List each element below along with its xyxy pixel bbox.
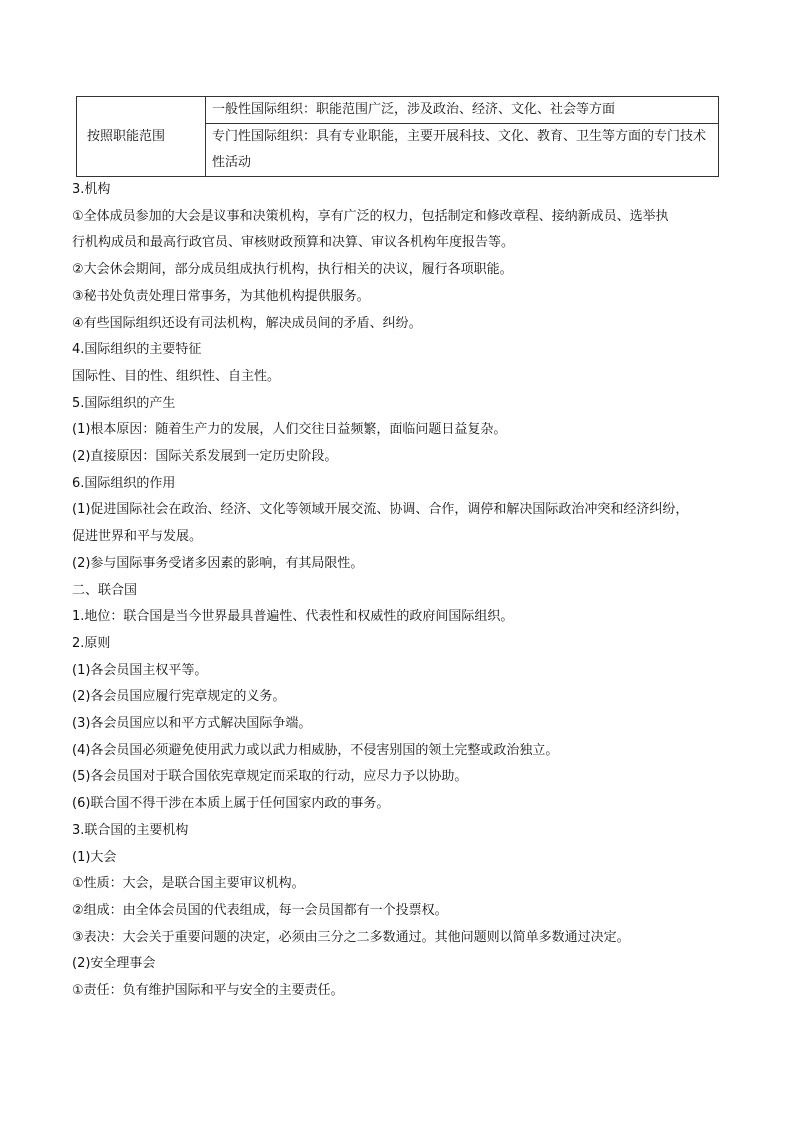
table-cell-special: 专门性国际组织：具有专业职能，主要开展科技、文化、教育、卫生等方面的专门技术性活动 [206, 124, 719, 177]
text-line: 二、联合国 [72, 582, 138, 598]
text-line: (1)根本原因：随着生产力的发展，人们交往日益频繁，面临问题日益复杂。 [72, 422, 507, 438]
text-line: (5)各会员国对于联合国依宪章规定而采取的行动，应尽力予以协助。 [72, 769, 468, 785]
text-line: 国际性、目的性、组织性、自主性。 [72, 368, 281, 384]
text-line: ③秘书处负责处理日常事务，为其他机构提供服务。 [72, 288, 370, 304]
body-text [72, 177, 718, 1005]
text-line: 2.原则 [72, 635, 111, 651]
document-page [72, 96, 718, 1005]
text-line: (4)各会员国必须避免使用武力或以武力相威胁，不侵害别国的领土完整或政治独立。 [72, 742, 559, 758]
text-line: (1)各会员国主权平等。 [72, 662, 208, 678]
text-line: (2)各会员国应履行宪章规定的义务。 [72, 689, 286, 705]
table-category-cell: 按照职能范围 [77, 97, 206, 177]
text-line: 促进世界和平与发展。 [72, 529, 203, 545]
text-line: 3.联合国的主要机构 [72, 822, 189, 838]
table-cell-general: 一般性国际组织：职能范围广泛，涉及政治、经济、文化、社会等方面 [206, 97, 719, 124]
text-line: ②大会休会期间，部分成员组成执行机构，执行相关的决议，履行各项职能。 [72, 262, 513, 278]
text-line: (3)各会员国应以和平方式解决国际争端。 [72, 716, 312, 732]
text-line: (1)促进国际社会在政治、经济、文化等领域开展交流、协调、合作，调停和解决国际政治冲突和经济纠纷， [72, 502, 689, 518]
text-line: ①性质：大会，是联合国主要审议机构。 [72, 876, 305, 892]
text-line: ④有些国际组织还设有司法机构，解决成员间的矛盾、纠纷。 [72, 315, 422, 331]
text-line: 4.国际组织的主要特征 [72, 342, 202, 358]
text-line: (1)大会 [72, 849, 117, 865]
text-line: (2)安全理事会 [72, 956, 156, 972]
text-line: (6)联合国不得干涉在本质上属于任何国家内政的事务。 [72, 796, 390, 812]
text-line: 3.机构 [72, 182, 111, 197]
text-line: ①责任：负有维护国际和平与安全的主要责任。 [72, 983, 344, 999]
text-line: (2)参与国际事务受诸多因素的影响，有其局限性。 [72, 555, 364, 571]
text-line: 5.国际组织的产生 [72, 395, 176, 411]
text-line: 行机构成员和最高行政官员、审核财政预算和决算、审议各机构年度报告等。 [72, 235, 515, 251]
classification-table [76, 96, 719, 177]
table-row [77, 97, 719, 124]
text-line: ②组成：由全体会员国的代表组成，每一会员国都有一个投票权。 [72, 902, 448, 918]
text-line: 1.地位：联合国是当今世界最具普遍性、代表性和权威性的政府间国际组织。 [72, 609, 514, 625]
text-line: (2)直接原因：国际关系发展到一定历史阶段。 [72, 449, 338, 465]
text-line: 6.国际组织的作用 [72, 475, 176, 491]
text-line: ③表决：大会关于重要问题的决定，必须由三分之二多数通过。其他问题则以简单多数通过决定。 [72, 929, 630, 945]
text-line: ①全体成员参加的大会是议事和决策机构，享有广泛的权力，包括制定和修改章程、接纳新成员、选举执 [72, 208, 669, 224]
